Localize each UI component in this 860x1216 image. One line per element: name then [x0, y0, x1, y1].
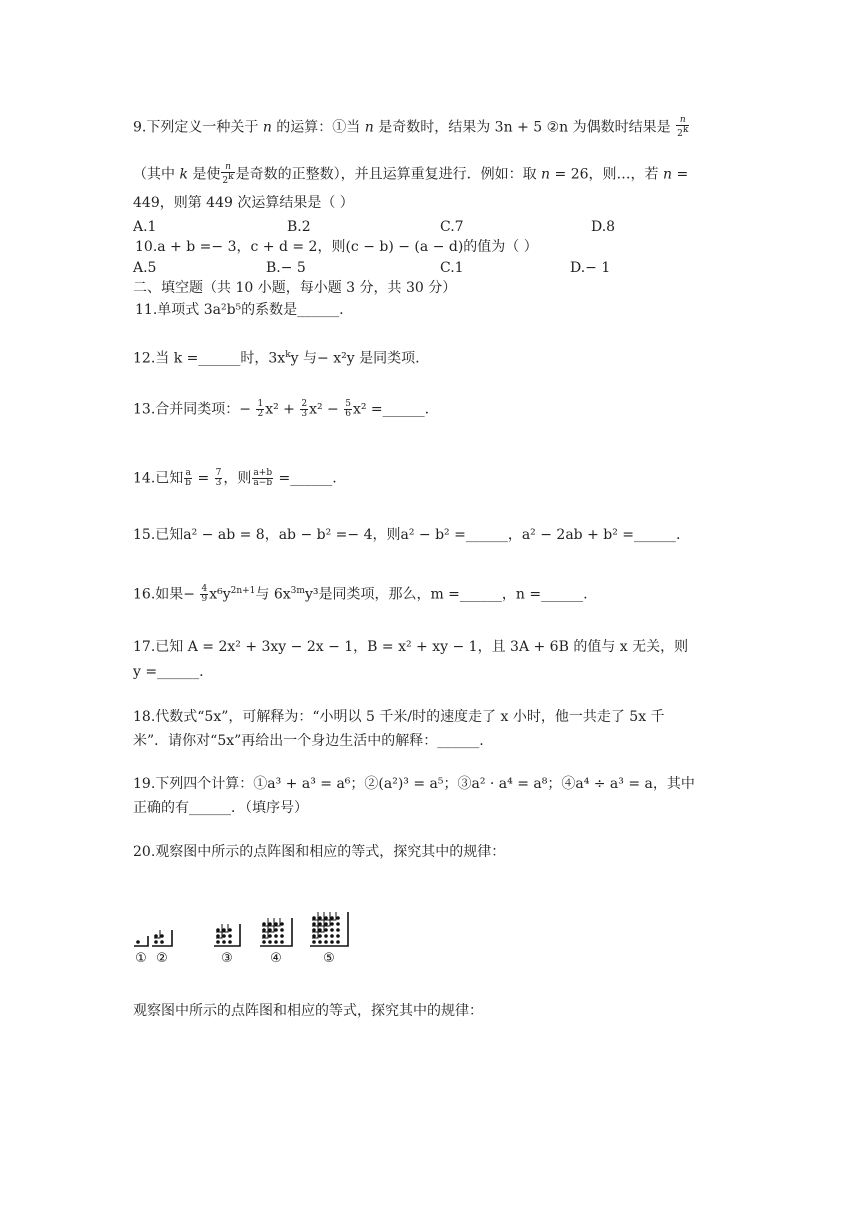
dot — [330, 940, 334, 944]
figure-label: ① — [135, 951, 147, 966]
q15: 15.已知a² − ab = 8，ab − b² =− 4，则a² − b² =______，a² − 2ab + b² =______. — [133, 527, 681, 543]
dot — [336, 940, 340, 944]
figure-label: ② — [156, 951, 168, 966]
dot — [136, 940, 140, 944]
fraction: $\frac{2}{3}$ — [301, 399, 308, 419]
q17-line-2: y =______. — [133, 664, 204, 680]
q10-option-a: A.5 — [133, 260, 157, 276]
dot — [312, 916, 316, 920]
dot — [324, 928, 328, 932]
dot — [160, 934, 164, 938]
figure-label: ③ — [221, 951, 233, 966]
dot — [268, 922, 272, 926]
dot-array-figure — [130, 890, 390, 966]
dot — [318, 940, 322, 944]
dot — [274, 940, 278, 944]
q10-option-d: D.− 1 — [570, 260, 611, 276]
q17-line-1: 17.已知 A = 2x² + 3xy − 2x − 1，B = x² + xy − 1，且 3A + 6B 的值与 x 无关，则 — [133, 639, 689, 655]
dot — [228, 934, 232, 938]
dot — [216, 928, 220, 932]
q9-line-3: 449，则第 449 次运算结果是（ ） — [133, 195, 354, 211]
q9-line-2: （其中 k 是使 $\frac{n}{2^k}$ 是奇数的正整数），并且运算重复进行．例如：取 n = 26，则…，若 n = — [133, 162, 689, 186]
q9-option-d: D.8 — [591, 219, 616, 235]
dot — [274, 934, 278, 938]
q13: 13.合并同类项：− $\frac{1}{2}$ x² + $\frac{2}{3}$ x² − $\frac{5}{6}$ x² =______. — [133, 399, 430, 419]
q19-line-2: 正确的有______．（填序号） — [133, 800, 308, 816]
dot — [222, 934, 226, 938]
dot — [262, 934, 266, 938]
fraction-n-over-2k: $\frac{n}{2^k}$ — [677, 115, 689, 139]
dot — [216, 940, 220, 944]
dot — [330, 922, 334, 926]
fraction: $\frac{4}{9}$ — [201, 584, 208, 605]
q10-option-c: C.1 — [440, 260, 464, 276]
q19-line-1: 19.下列四个计算：①a³ + a³ = a⁶；②(a²)³ = a⁵；③a² · a⁴ = a⁸；④a⁴ ÷ a³ = a，其中 — [133, 776, 695, 792]
dot — [324, 922, 328, 926]
dot — [280, 940, 284, 944]
dot — [280, 922, 284, 926]
figure-label: ⑤ — [323, 951, 335, 966]
dot — [330, 934, 334, 938]
fraction: $\frac{7}{3}$ — [215, 468, 222, 488]
dot — [268, 928, 272, 932]
dot — [154, 940, 158, 944]
q10-question: 10.a + b =− 3，c + d = 2，则(c − b) − (a − d)的值为（ ） — [135, 239, 538, 255]
dot — [330, 916, 334, 920]
dot — [274, 928, 278, 932]
dot — [280, 928, 284, 932]
dot — [228, 928, 232, 932]
dot — [336, 934, 340, 938]
dot — [154, 934, 158, 938]
dot — [312, 922, 316, 926]
fraction: $\frac{5}{6}$ — [345, 399, 351, 419]
q9-option-c: C.7 — [440, 219, 464, 235]
dot — [160, 940, 164, 944]
dot — [262, 922, 266, 926]
q16: 16.如果− $\frac{4}{9}$ $x^6y^{2n+1}$与 $6x^{3m}y^3$是同类项，那么，m =______，n =______. — [133, 584, 588, 605]
q9-option-b: B.2 — [287, 219, 311, 235]
q9-option-a: A.1 — [133, 219, 157, 235]
dot — [318, 922, 322, 926]
answer-blank[interactable]: ______ — [198, 350, 241, 367]
dot — [318, 934, 322, 938]
dot — [336, 922, 340, 926]
fraction: $\frac{1}{2}$ — [257, 399, 264, 419]
q20-repeat-text: 观察图中所示的点阵图和相应的等式，探究其中的规律： — [133, 1003, 483, 1019]
dot — [280, 934, 284, 938]
dot — [268, 940, 272, 944]
dot — [324, 940, 328, 944]
dot — [216, 934, 220, 938]
dot — [268, 934, 272, 938]
dot-array-frame — [134, 936, 148, 946]
section-heading: 二、填空题（共 10 小题，每小题 3 分，共 30 分） — [133, 280, 457, 296]
dot — [330, 928, 334, 932]
fraction: $\frac{a}{b}$ — [185, 468, 192, 488]
dot — [262, 940, 266, 944]
dot — [222, 928, 226, 932]
dot — [324, 934, 328, 938]
dot — [324, 916, 328, 920]
dot — [336, 928, 340, 932]
q18-line-1: 18.代数式“5x”，可解释为：“小明以 5 千米/时的速度走了 x 小时，他一共走了 5x 千 — [133, 709, 665, 725]
q12: 12.当 k =______时，$3x^ky$ 与− x²y 是同类项. — [133, 350, 420, 367]
dot-array-frame — [310, 912, 348, 946]
dot — [228, 940, 232, 944]
dot — [312, 934, 316, 938]
dot — [312, 940, 316, 944]
answer-blank[interactable]: ______ — [297, 302, 340, 318]
dot — [336, 916, 340, 920]
dot — [318, 916, 322, 920]
dot — [274, 922, 278, 926]
fraction: $\frac{a+b}{a-b}$ — [253, 468, 273, 488]
dot — [262, 928, 266, 932]
q18-line-2: 米”．请你对“5x”再给出一个身边生活中的解释：______. — [133, 733, 484, 749]
answer-blank[interactable]: ______ — [382, 401, 425, 418]
dot — [312, 928, 316, 932]
figure-label: ④ — [270, 951, 282, 966]
q20-question: 20.观察图中所示的点阵图和相应的等式，探究其中的规律： — [133, 844, 506, 860]
dot — [318, 928, 322, 932]
answer-blank[interactable]: ______ — [290, 470, 333, 487]
q9-line-1: 9.下列定义一种关于 n 的运算：①当 n 是奇数时，结果为 3n + 5 ②n 为偶数时结果是 $\frac{n}{2^k}$ — [133, 115, 689, 139]
fraction-n-over-2k: $\frac{n}{2^k}$ — [222, 162, 234, 186]
q11: 11.单项式 3a²b⁵的系数是______. — [135, 302, 344, 318]
q14: 14.已知 $\frac{a}{b}$ = $\frac{7}{3}$ ，则 $\frac{a+b}{a-b}$ =______. — [133, 468, 337, 488]
dot — [222, 940, 226, 944]
q10-option-b: B.− 5 — [266, 260, 306, 276]
